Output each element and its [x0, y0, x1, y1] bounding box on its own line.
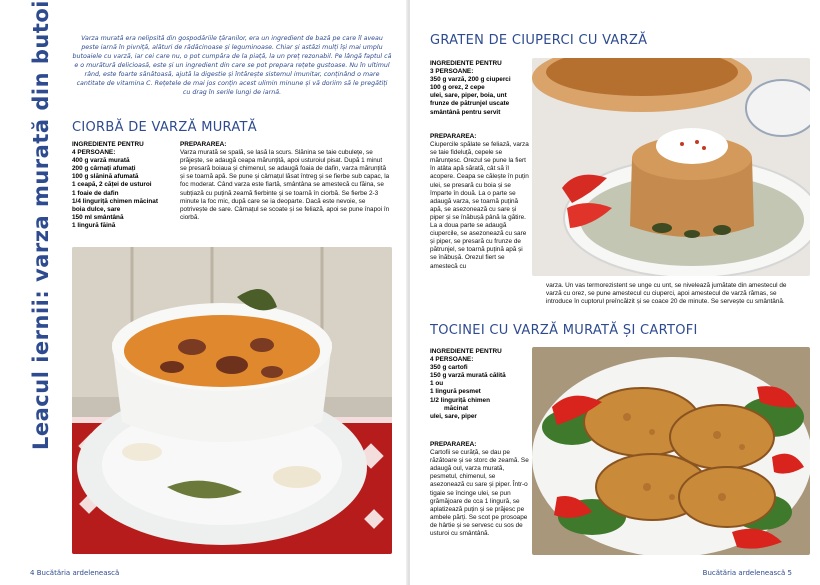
page-number-right: 5: [787, 569, 792, 577]
vertical-title-text: Leacul iernii: varza murată din butoi: [29, 0, 53, 450]
recipe3-ingredients: [430, 348, 540, 421]
intro-paragraph: Varza murată era nelipsită din gospodăriile țăranilor, era un ingredient de bază pe care îl aveau peste iarnă în pivniță, alături de rădăcinoase și leguminoase. Chiar și astăzi mulți își mai umplu butoaiele cu varză, iar cei care nu, o pot cumpăra de la piață, la un preț rezonabil. Pe lângă faptul că e o murătură delicioasă, este și un ingredient din care se pot prepara rețete gustoase. Nu în ultimul rând, este foarte sănătoasă, ajută la digestie și întărește sistemul imunitar, conținând o mare cantitate de vitamina C. Rețetele de mai jos conțin acest ulimin minune și vă doriim să le pregătiți cu drag în serile lungi de iarnă.: [72, 35, 392, 96]
recipe2-preparation: [430, 133, 530, 271]
ingredient-item: ulei, sare, piper: [430, 412, 477, 420]
persons-label: 3 PERSOANE:: [430, 68, 474, 76]
recipe1-preparation: [180, 141, 390, 222]
pancakes-photo: [532, 347, 810, 555]
vertical-title: [27, 0, 57, 550]
ingredient-item: frunze de pătrunjel uscate: [430, 100, 510, 108]
ingredient-item: 100 g slănină afumată: [72, 173, 139, 181]
ingredient-item: 1/2 linguriță chimen: [430, 396, 491, 404]
ingredients-label: INGREDIENTE PENTRU: [430, 60, 502, 67]
persons-label: 4 PERSOANE:: [72, 149, 116, 157]
left-page: [0, 0, 408, 585]
footer-left-text: Bucătăria ardelenească: [36, 569, 120, 577]
recipe2-title: GRATEN DE CIUPERCI CU VARZĂ: [430, 33, 648, 48]
footer-right: [703, 569, 792, 577]
ingredient-item: boia dulce, sare: [72, 205, 121, 213]
ingredient-item: 1 ceapă, 2 căței de usturoi: [72, 181, 152, 189]
ingredient-item: 150 ml smântână: [72, 213, 124, 221]
ingredient-item: 1 lingură pesmet: [430, 388, 481, 396]
ingredient-item: ulei, sare, piper, boia, unt: [430, 92, 507, 100]
ingredient-item: 350 g varză, 200 g ciuperci: [430, 76, 511, 84]
recipe2-prep-continued: varza. Un vas termorezistent se unge cu unt, se nivelează jumătate din amestecul de varză cu orez, se pune amestecul cu ciuperci, apoi amestecul de varză rămas, se introduce în cuptorul preîncălzit și se coace 20 de minute. Se servește cu smântână.: [546, 282, 787, 306]
recipe1-ingredients: [72, 141, 182, 230]
prep-label: PREPARAREA:: [430, 441, 477, 448]
ingredient-item: 350 g cartofi: [430, 364, 468, 372]
soup-illustration: [72, 247, 392, 554]
ingredient-item: 1 ou: [430, 380, 444, 388]
recipe3-preparation: [430, 441, 530, 538]
prep-text: Ciupercile spălate se feliază, varza se taie fideluță, cepele se mărunțesc. Orezul se pune la fiert în atâta apă sărată, cât să îl acopere. Ceapa se călește în puțin ulei, se presară cu boia și se împarte în două. La o parte se adaugă varza, se toarnă puțină apă, se asezonează cu sare și piper și se înăbușă până la gătire. La a doua parte se adaugă ciupercile, se asezonează cu sare și piper, se presară cu frunze de pătrunjel, se toarnă puțină apă și se înăbușă. Orezul fiert se amestecă cu: [430, 141, 529, 270]
prep-label: PREPARAREA:: [430, 133, 477, 140]
gratin-illustration: [532, 58, 810, 276]
prep-text: Varza murată se spală, se lasă la scurs. Slănina se taie cubulețe, se prăjește, se adaugă ceapa mărunțită, apoi usturoiul pisat. După 1 minut se presară boiaua și chimenul, se adaugă foaia de dafin, varza mărunțită și se toarnă apă. Se pune și cârnațul lăsat întreg și se fierbe sub capac, la foc moderat. Când varza este fiartă, smântâna se amestecă cu făina, se subțiază cu puțină zeamă fierbinte și se toarnă în ciorbă. Se fierbe 2-3 minute la foc mic, după care se ia deoparte. Dacă este nevoie, se potrivește de sare. Cârnațul se scoate și se feliază, apoi se pune înapoi în ciorbă.: [180, 149, 390, 221]
ingredient-item: 400 g varză murată: [72, 157, 130, 165]
prep-text: Cartofii se curăță, se dau pe răzătoare și se storc de zeamă. Se adaugă oul, varza murată, pesmetul, chimenul, se asezonează cu sare și piper. Într-o tigaie se încinge ulei, se pun grămăjoare de cca 1 lingură, se aplatizează puțin și se prăjesc pe ambele părți. Se scot pe prosoape de hârtie și se servesc cu sos de usturoi cu smântână.: [430, 449, 529, 538]
persons-label: 4 PERSOANE:: [430, 356, 474, 364]
ingredient-item: măcinat: [444, 404, 469, 412]
right-page: [410, 0, 820, 585]
recipe3-title: TOCINEI CU VARZĂ MURATĂ ȘI CARTOFI: [430, 323, 698, 338]
page-number-left: 4: [30, 569, 35, 577]
ingredients-label: INGREDIENTE PENTRU: [430, 348, 502, 355]
ingredient-item: 1/4 linguriță chimen măcinat: [72, 197, 158, 205]
pancakes-illustration: [532, 347, 810, 555]
soup-photo: [72, 247, 392, 554]
ingredients-label: INGREDIENTE PENTRU: [72, 141, 144, 148]
ingredient-item: 200 g cârnați afumați: [72, 165, 136, 173]
ingredient-item: smântână pentru servit: [430, 108, 501, 116]
prep-label: PREPARAREA:: [180, 141, 227, 148]
footer-right-text: Bucătăria ardelenească: [702, 569, 786, 577]
ingredient-item: 1 foaie de dafin: [72, 189, 119, 197]
recipe2-ingredients: [430, 60, 540, 117]
footer-left: [30, 569, 119, 577]
recipe1-title: CIORBĂ DE VARZĂ MURATĂ: [72, 120, 257, 135]
gratin-photo: [532, 58, 810, 276]
ingredient-item: 1 lingură făină: [72, 221, 116, 229]
ingredient-item: 150 g varză murată călită: [430, 372, 506, 380]
ingredient-item: 100 g orez, 2 cepe: [430, 84, 485, 92]
